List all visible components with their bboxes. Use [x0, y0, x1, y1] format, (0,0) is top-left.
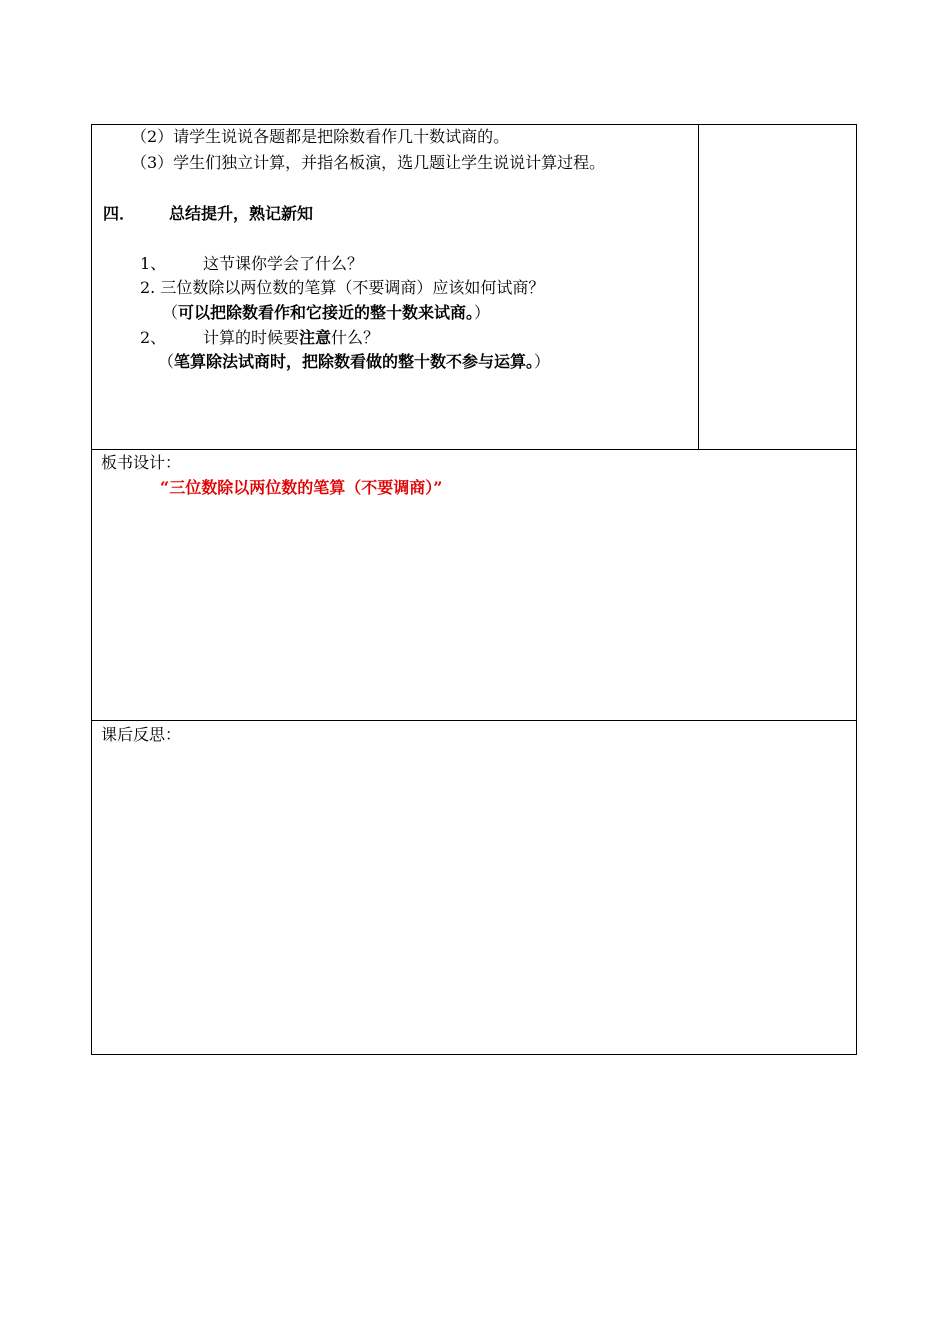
board-design-title: “三位数除以两位数的笔算（不要调商）” [160, 478, 443, 497]
question2-text: 2. 三位数除以两位数的笔算（不要调商）应该如何试商？ [140, 278, 545, 297]
question3-line [203, 328, 379, 348]
question1-number: 1、 [140, 254, 167, 273]
question3-number: 2、 [140, 328, 167, 347]
section4-heading: 总结提升，熟记新知 [169, 204, 314, 223]
answer3-close-paren: ） [534, 352, 551, 371]
section3-item3: （3）学生们独立计算，并指名板演，选几题让学生说说计算过程。 [131, 153, 606, 172]
board-design-label: 板书设计： [101, 453, 182, 472]
question1-text: 这节课你学会了什么？ [203, 254, 364, 273]
section3-item2: （2）请学生说说各题都是把除数看作几十数试商的。 [131, 127, 510, 146]
answer3-text: 笔算除法试商时，把除数看做的整十数不参与运算。 [174, 352, 535, 371]
answer3-open-paren: （ [158, 352, 175, 371]
column-divider [698, 124, 699, 449]
question3-prefix: 计算的时候要 [203, 328, 300, 347]
answer3-line [158, 352, 550, 372]
table-border-left [91, 124, 92, 1055]
answer2-close-paren: ） [474, 303, 491, 322]
answer2-open-paren: （ [162, 303, 179, 322]
reflection-label: 课后反思： [101, 725, 182, 744]
answer2-line [162, 303, 490, 323]
row-divider-2 [91, 720, 857, 721]
table-border-top [91, 124, 857, 125]
question3-emphasis: 注意 [299, 328, 332, 347]
question3-suffix: 什么？ [331, 328, 380, 347]
row-divider-1 [91, 449, 857, 450]
table-border-bottom [91, 1054, 857, 1055]
table-border-right [856, 124, 857, 1055]
answer2-text: 可以把除数看作和它接近的整十数来试商。 [178, 303, 475, 322]
section4-number: 四． [103, 204, 136, 223]
